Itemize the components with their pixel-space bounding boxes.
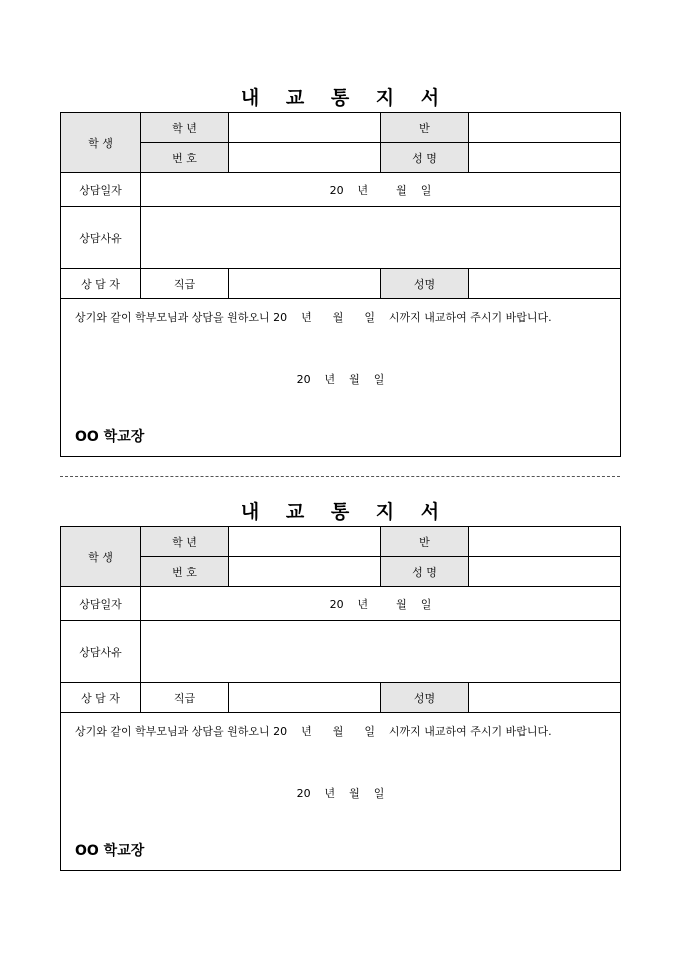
class-field[interactable] [469,527,621,557]
counselor-name-field[interactable] [469,269,621,299]
date-label: 상담일자 [61,587,141,621]
student-label: 학 생 [61,113,141,173]
form-title: 내 교 통 지 서 [240,501,450,523]
grade-field[interactable] [229,527,381,557]
issue-date: 20 년 월 일 [296,373,385,386]
number-field[interactable] [229,557,381,587]
body-text: 상기와 같이 학부모님과 상담을 원하오니 20 년 월 일 시까지 내교하여 주시기 바랍니다. [75,725,552,738]
notice-form-1 [60,84,620,457]
class-label: 반 [381,527,469,557]
counselor-name-label: 성명 [381,269,469,299]
issue-date: 20 년 월 일 [296,787,385,800]
name-field[interactable] [469,143,621,173]
class-field[interactable] [469,113,621,143]
reason-label: 상담사유 [61,621,141,683]
date-value: 20 년 월 일 [329,597,432,611]
position-field[interactable] [229,683,381,713]
name-field[interactable] [469,557,621,587]
name-label: 성 명 [381,143,469,173]
notice-table [60,526,621,871]
date-value: 20 년 월 일 [329,183,432,197]
counselor-name-field[interactable] [469,683,621,713]
date-field[interactable] [141,173,621,207]
grade-label: 학 년 [141,113,229,143]
date-label: 상담일자 [61,173,141,207]
notice-form-2 [60,498,620,871]
counselor-name-label: 성명 [381,683,469,713]
counselor-label: 상 담 자 [61,269,141,299]
counselor-label: 상 담 자 [61,683,141,713]
notice-table [60,112,621,457]
date-field[interactable] [141,587,621,621]
body-text: 상기와 같이 학부모님과 상담을 원하오니 20 년 월 일 시까지 내교하여 주시기 바랍니다. [75,311,552,324]
position-label: 직급 [141,683,229,713]
number-label: 번 호 [141,143,229,173]
reason-field[interactable] [141,207,621,269]
form-title: 내 교 통 지 서 [240,87,450,109]
reason-label: 상담사유 [61,207,141,269]
name-label: 성 명 [381,557,469,587]
class-label: 반 [381,113,469,143]
notice-body [61,713,621,871]
grade-label: 학 년 [141,527,229,557]
position-label: 직급 [141,269,229,299]
grade-field[interactable] [229,113,381,143]
cut-line [60,476,620,477]
reason-field[interactable] [141,621,621,683]
position-field[interactable] [229,269,381,299]
student-label: 학 생 [61,527,141,587]
notice-body [61,299,621,457]
number-label: 번 호 [141,557,229,587]
signature: OO 학교장 [75,843,145,859]
number-field[interactable] [229,143,381,173]
signature: OO 학교장 [75,429,145,445]
